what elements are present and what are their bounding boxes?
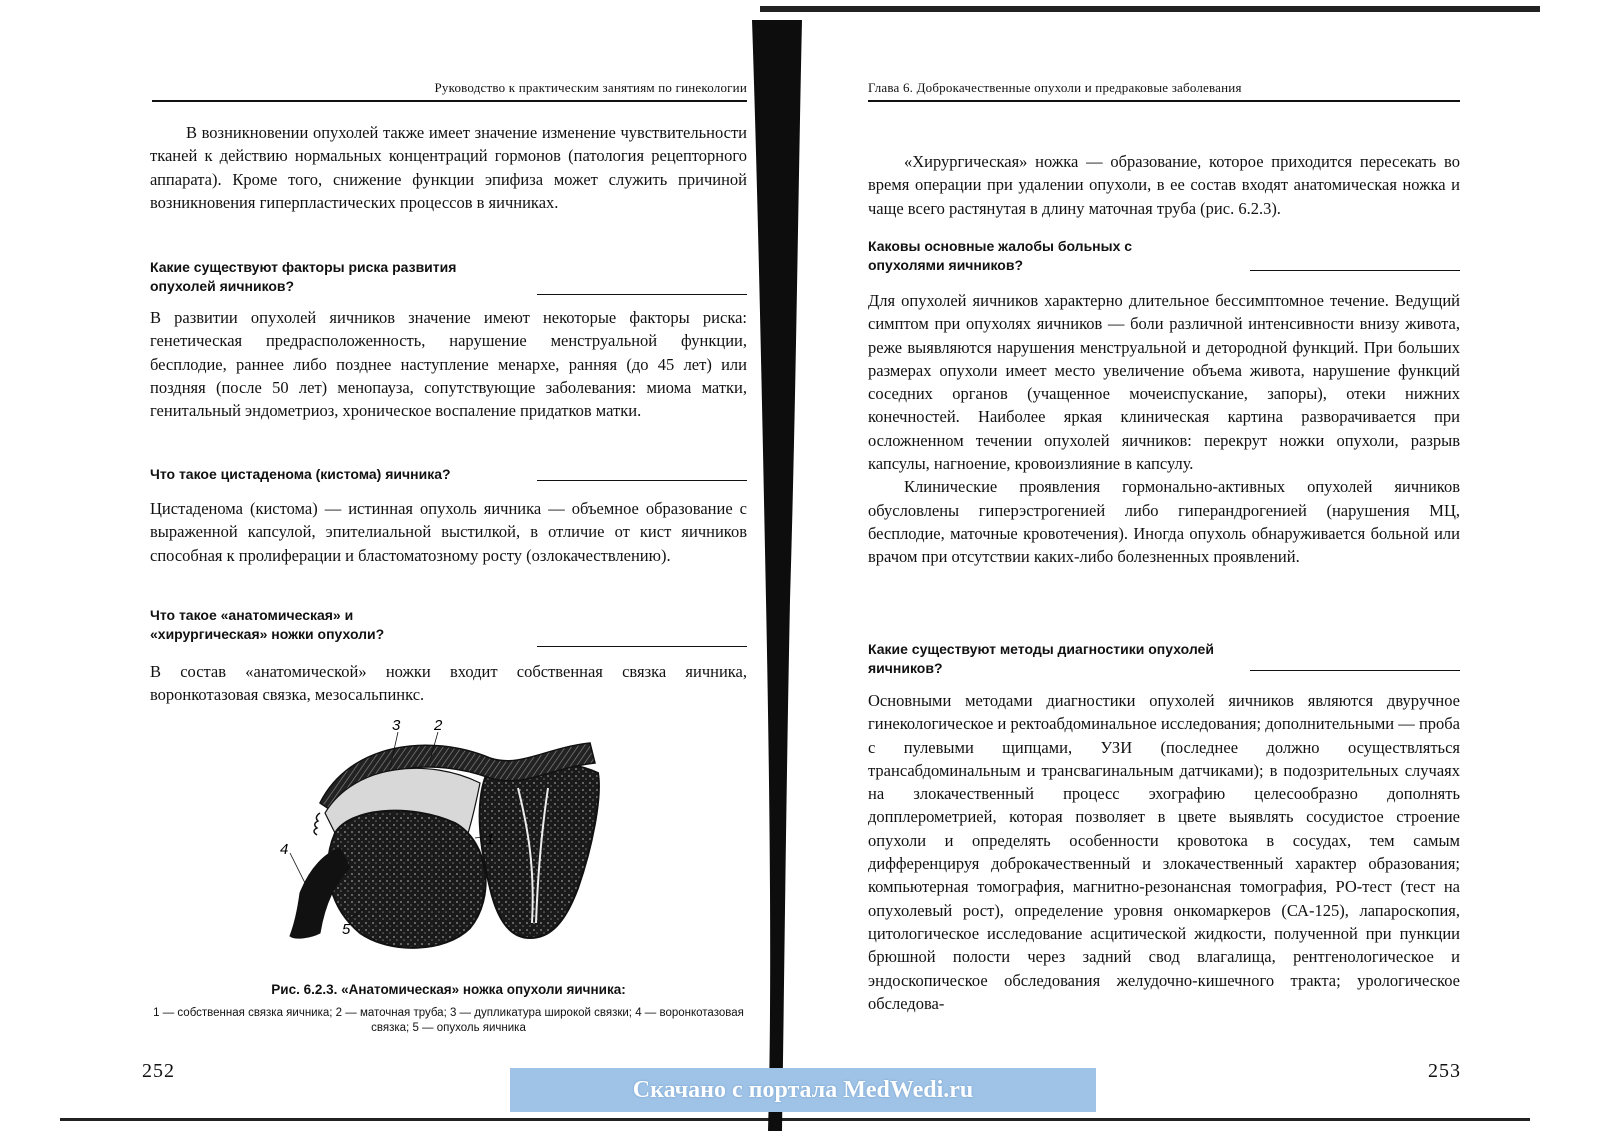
figure-caption-legend: 1 — собственная связка яичника; 2 — маточная труба; 3 — дупликатура широкой связки; 4 — воронкотазовая связка; 5 — опухоль яичника [153,1007,744,1034]
right-running-header: Глава 6. Доброкачественные опухоли и предраковые заболевания [868,80,1460,102]
left-answer-cystadenoma: Цистаденома (кистома) — истинная опухоль яичника — объемное образование с выраженной капсулой, эпителиальной выстилкой, в отличие от кист яичников способная к пролиферации и бластоматозному росту (озлокачествлению). [150,499,747,565]
figure-label-3: 3 [392,718,401,734]
right-answer-complaints: Для опухолей яичников характерно длительное бессимптомное течение. Ведущий симптом при опухолях яичников — боли различной интенсивности внизу живота, реже выявляются нарушения менструальной и детородной функций. При больших размерах опухоли имеет место увеличение объема живота, нарушение функций соседних органов (учащенное мочеиспускание, запоры), отеки нижних конечностей. Наиболее яркая клиническая картина разворачивается при осложненном течении опухолей яичников: перекрут ножки опухоли, разрыв капсулы, нагноение, кровоизлияние в капсулу. Клинические проявления гормонально-активных опухолей яичников обусловлены гиперэстрогенией либо гиперандрогенией (нарушения МЦ, бесплодие, маточные кровотечения). Иногда опухоль обнаруживается больной или врачом при отсутствии каких-либо болезненных проявлений. [868,291,1460,567]
figure-label-5: 5 [342,921,351,938]
right-question-complaints: Каковы основные жалобы больных с опухолями яичников? [868,238,1133,273]
right-intro-paragraph: «Хирургическая» ножка — образование, которое приходится пересекать во время операции при удалении опухоли, в ее состав входят анатомическая ножка и чаще всего растянутая в длину маточная труба (рис. 6.2.3). [868,152,1460,218]
figure-label-1: 1 [486,831,495,848]
left-question-rule-3 [537,646,747,647]
figure-label-2: 2 [434,718,443,734]
left-question-rule-2 [537,480,747,481]
book-spine-shadow [750,0,810,1131]
watermark-banner: Скачано с портала MedWedi.ru [510,1068,1096,1112]
left-intro-paragraph: В возникновении опухолей также имеет значение изменение чувствительности тканей к действию нормальных концентраций гормонов (патология рецепторного аппарата). Кроме того, снижение функции эпифиза может служить причиной возникновения гиперпластических процессов в яичниках. [150,123,747,212]
figure-anatomical-pedicle [280,718,620,954]
left-question-tumor-pedicle: Что такое «анатомическая» и «хирургическая» ножки опухоли? [150,607,385,642]
figure-caption-title: Рис. 6.2.3. «Анатомическая» ножка опухоли яичника: [271,982,626,997]
right-question-rule-2 [1250,670,1460,671]
right-question-rule-1 [1250,270,1460,271]
left-question-risk-factors: Какие существуют факторы риска развития опухолей яичников? [150,259,457,294]
left-answer-tumor-pedicle: В состав «анатомической» ножки входит собственная связка яичника, воронкотазовая связка, мезосальпинкс. [150,662,747,705]
figure-label-4: 4 [280,841,289,858]
left-page-number: 252 [142,1060,175,1082]
left-answer-risk-factors: В развитии опухолей яичников значение имеют некоторые факторы риска: генетическая предрасположенность, нарушение менструальной функции, бесплодие, раннее либо позднее наступление менархе, ранняя (до 45 лет) или поздняя (после 50 лет) менопауза, сопутствующие заболевания: миома матки, генитальный эндометриоз, хроническое воспаление придатков матки. [150,308,747,421]
ovarian-tumor-illustration [280,718,620,954]
left-question-rule-1 [537,294,747,295]
right-question-diagnostics: Какие существуют методы диагностики опухолей яичников? [868,641,1214,676]
top-scan-edge [760,6,1540,12]
right-page-number: 253 [1428,1060,1461,1082]
right-answer-diagnostics: Основными методами диагностики опухолей яичников являются двуручное гинекологическое и ректоабдоминальное исследования; дополнительными — проба с пулевыми щипцами, УЗИ (последнее должно осуществляться трансабдоминальным и трансвагинальным датчиками); в подозрительных случаях на злокачественный процесс эхографию целесообразно дополнять допплерометрией, которая позволяет в цвете выявлять сосудистое строение опухоли и определять особенности кровотока в сосудах, тем самым дифференцируя доброкачественный и злокачественный характер образования; компьютерная томография, магнитно-резонансная томография, РО-тест (тест на опухолевый рост), определение уровня онкомаркеров (СА-125), лапароскопия, цитологическое исследование асцитической жидкости, полученной при пункции брюшной полости через задний свод влагалища, рентгенологическое и эндоскопическое обследования желудочно-кишечного тракта; урологическое обследова- [868,691,1460,1013]
left-question-cystadenoma: Что такое цистаденома (кистома) яичника? [150,466,451,482]
left-running-header: Руководство к практическим занятиям по гинекологии [152,80,747,102]
